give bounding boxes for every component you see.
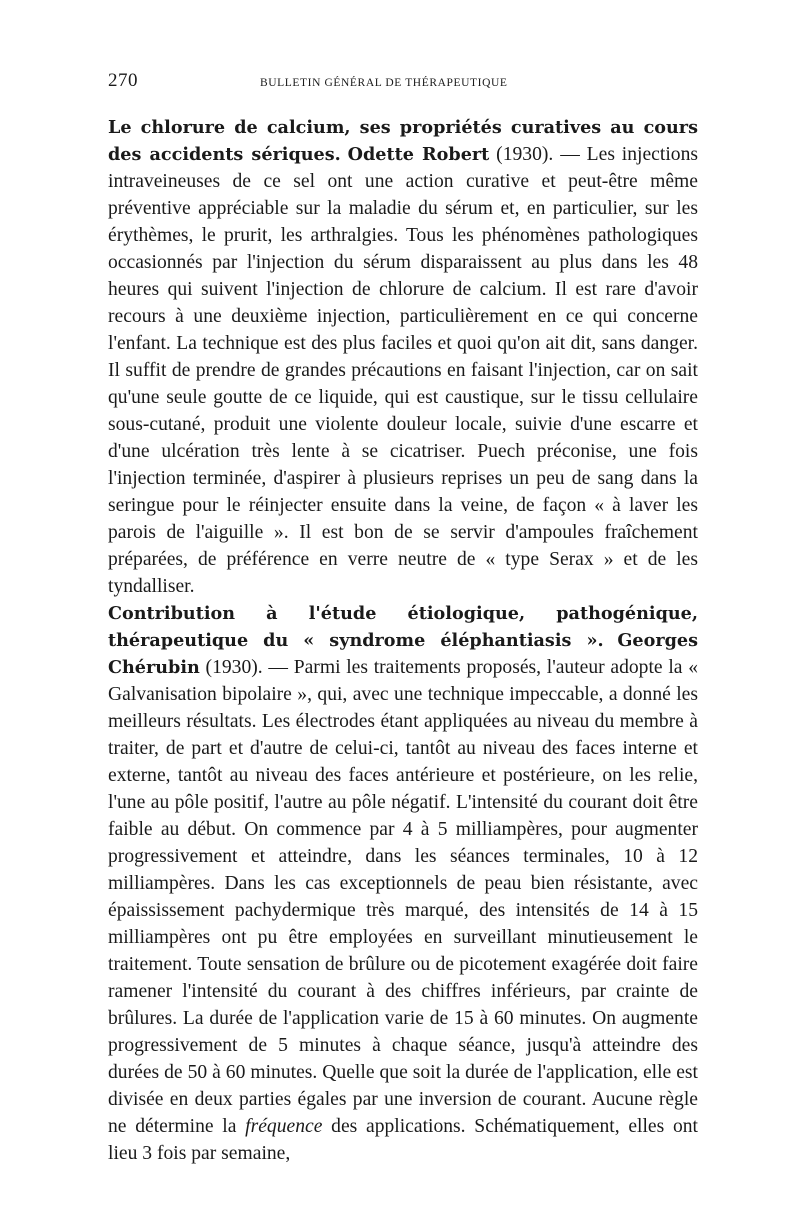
article-elephantiasis	[108, 600, 698, 1167]
article-author: Georges Chérubin	[108, 630, 698, 678]
article-calcium-chloride	[108, 114, 698, 600]
document-page	[108, 70, 698, 1167]
article-body-continued: des applications. Schématiquement, elles ont lieu 3 fois par semaine,	[108, 1116, 698, 1164]
article-author: Odette Robert	[347, 144, 490, 165]
page-number: 270	[108, 70, 138, 91]
article-year: (1930).	[496, 144, 554, 165]
article-year: (1930).	[205, 657, 263, 678]
running-header	[108, 70, 698, 100]
article-body: — Les injections intraveineuses de ce sel ont une action curative et peut-être même préventive appréciable sur la maladie du sérum et, en particulier, sur les érythèmes, le prurit, les arthralgies. Tous les phénomènes pathologiques occasionnés par l'injection du sérum disparaissent au plus dans les 48 heures qui suivent l'injection de chlorure de calcium. Il est rare d'avoir recours à une deuxième injection, particulièrement en ce qui concerne l'enfant. La technique est des plus faciles et quoi qu'on ait dit, sans danger. Il suffit de prendre de grandes précautions en faisant l'injection, car on sait qu'une seule goutte de ce liquide, qui est caustique, sur le tissu cellulaire sous-cutané, produit une violente douleur locale, suivie d'une escarre et d'une ulcération très lente à se cicatriser. Puech préconise, une fois l'injection terminée, d'aspirer à plusieurs reprises un peu de sang dans la seringue pour le réinjecter ensuite dans la veine, de façon « à laver les parois de l'aiguille ». Il est bon de se servir d'ampoules fraîchement préparées, de préférence en verre neutre de « type Serax » et de les tyndalliser.	[108, 144, 698, 597]
article-title: Le chlorure de calcium, ses propriétés curatives au cours des accidents sériques.	[108, 117, 698, 165]
journal-title: BULLETIN GÉNÉRAL DE THÉRAPEUTIQUE	[260, 77, 508, 89]
article-title: Contribution à l'étude étiologique, pathogénique, thérapeutique du « syndrome éléphantiasis ».	[108, 603, 698, 651]
article-body: — Parmi les traitements proposés, l'auteur adopte la « Galvanisation bipolaire », qui, avec une technique impeccable, a donné les meilleurs résultats. Les électrodes étant appliquées au niveau du membre à traiter, de part et d'autre de celui-ci, tantôt au niveau des faces interne et externe, tantôt au niveau des faces antérieure et postérieure, on les relie, l'une au pôle positif, l'autre au pôle négatif. L'intensité du courant doit être faible au début. On commence par 4 à 5 milliampères, pour augmenter progressivement et atteindre, dans les séances terminales, 10 à 12 milliampères. Dans les cas exceptionnels de peau bien résistante, avec épaississement pachydermique très marqué, des intensités de 14 à 15 milliampères ont pu être employées en surveillant minutieusement le traitement. Toute sensation de brûlure ou de picotement exagérée doit faire ramener l'intensité du courant à des chiffres inférieurs, par crainte de brûlures. La durée de l'application varie de 15 à 60 minutes. On augmente progressivement de 5 minutes à chaque séance, jusqu'à atteindre des durées de 50 à 60 minutes. Quelle que soit la durée de l'application, elle est divisée en deux parties égales par une inversion de courant. Aucune règle ne détermine la	[108, 657, 698, 1137]
italic-term: fréquence	[245, 1116, 323, 1137]
